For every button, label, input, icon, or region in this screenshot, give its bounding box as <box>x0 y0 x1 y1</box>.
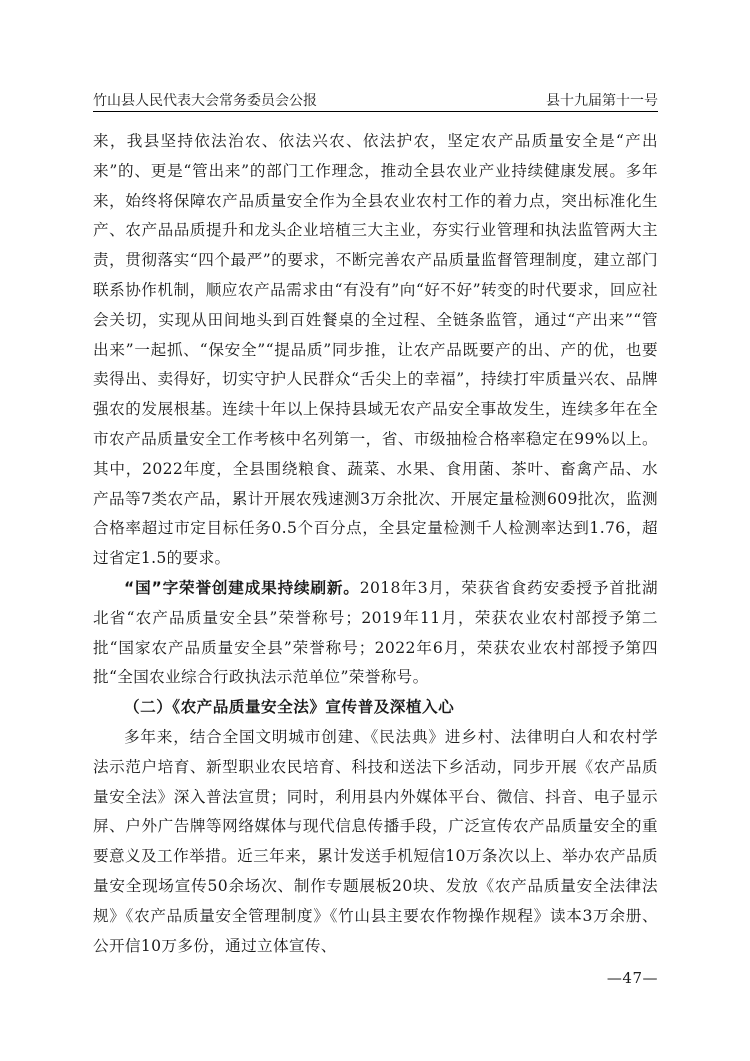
paragraph-continuation: 来，我县坚持依法治农、依法兴农、依法护农，坚定农产品质量安全是“产出来”的、更是“管出来”的部门工作理念，推动全县农业产业持续健康发展。多年来，始终将保障农产品质量安全作为全县农业农村工作的着力点，突出标准化生产、农产品品质提升和龙头企业培植三大主业，夯实行业管理和执法监管两大主责，贯彻落实“四个最严”的要求，不断完善农产品质量监督管理制度，建立部门联系协作机制，顺应农产品需求由“有没有”向“好不好”转变的时代要求，回应社会关切，实现从田间地头到百姓餐桌的全过程、全链条监管，通过“产出来”“管出来”一起抓、“保安全”“提品质”同步推，让农产品既要产的出、产的优，也要卖得出、卖得好，切实守护人民群众“舌尖上的幸福”，持续打牢质量兴农、品牌强农的发展根基。连续十年以上保持县域无农产品安全事故发生，连续多年在全市农产品质量安全工作考核中名列第一，省、市级抽检合格率稳定在99%以上。其中，2022年度，全县围绕粮食、蔬菜、水果、食用菌、茶叶、畜禽产品、水产品等7类农产品，累计开展农残速测3万余批次、开展定量检测609批次，监测合格率超过市定目标任务0.5个百分点，全县定量检测千人检测率达到1.76，超过省定1.5的要求。 <box>93 132 658 568</box>
paragraph-lead: “国”字荣誉创建成果持续刷新。 <box>124 578 360 597</box>
page-number: —47— <box>606 969 658 987</box>
issue-number: 县十九届第十一号 <box>546 93 658 109</box>
paragraph-honors <box>93 574 658 693</box>
page-body <box>93 127 658 961</box>
paragraph-publicity: 多年来，结合全国文明城市创建、《民法典》进乡村、法律明白人和农村学法示范户培育、新型职业农民培育、科技和送法下乡活动，同步开展《农产品质量安全法》深入普法宣贯；同时，利用县内外媒体平台、微信、抖音、电子显示屏、户外广告牌等网络媒体与现代信息传播手段，广泛宣传农产品质量安全的重要意义及工作举措。近三年来，累计发送手机短信10万条次以上、举办农产品质量安全现场宣传50余场次、制作专题展板20块、发放《农产品质量安全法律法规》《农产品质量安全管理制度》《竹山县主要农作物操作规程》读本3万余册、公开信10万多份，通过立体宣传、 <box>93 727 658 955</box>
page-header <box>93 86 658 112</box>
header-divider <box>93 111 658 112</box>
section-heading: （二）《农产品质量安全法》宣传普及深植入心 <box>124 698 455 717</box>
paragraph-honors-text: 2018年3月，荣获省食药安委授予首批湖北省“农产品质量安全县”荣誉称号；2019年11月，荣获农业农村部授予第二批“国家农产品质量安全县”荣誉称号；2022年6月，荣获农业农村部授予第四批“全国农业综合行政执法示范单位”荣誉称号。 <box>93 578 658 687</box>
publication-title: 竹山县人民代表大会常务委员会公报 <box>93 93 317 109</box>
